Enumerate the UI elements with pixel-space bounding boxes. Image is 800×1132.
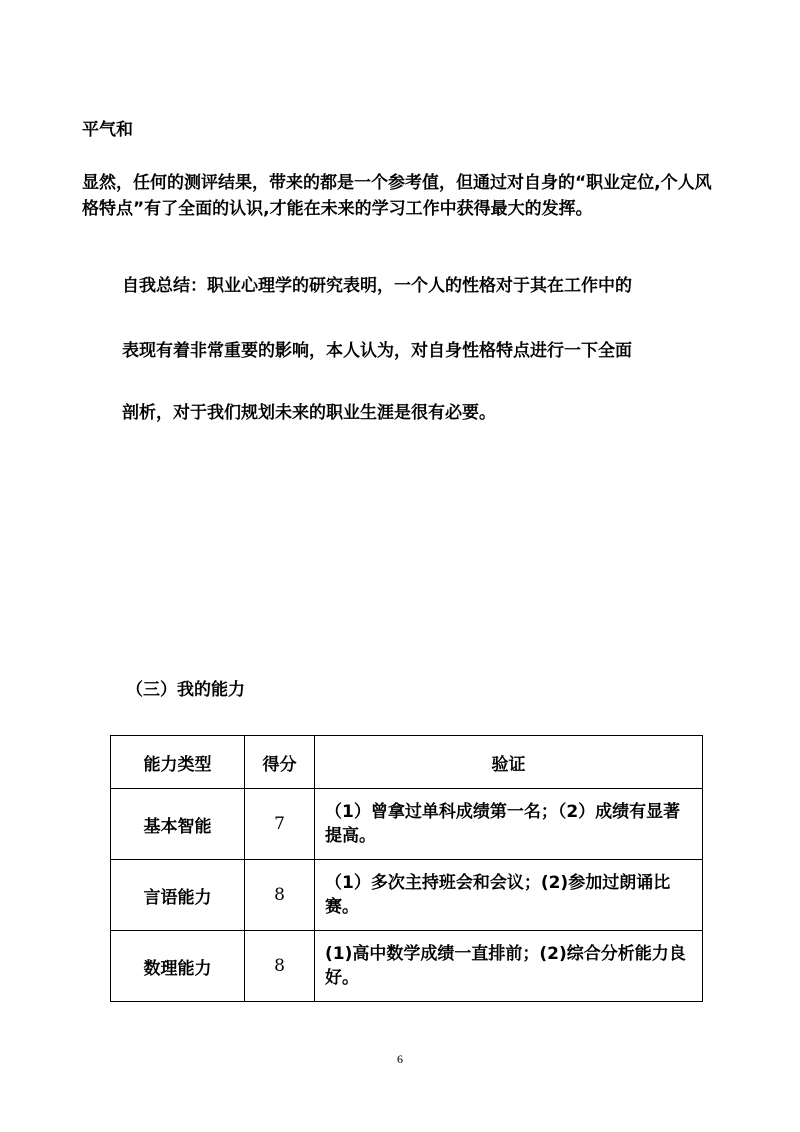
evidence-cell: （1）曾拿过单科成绩第一名；（2）成绩有显著提高。 [315,789,703,860]
ability-table [110,735,703,1002]
section-heading: （三）我的能力 [126,680,245,700]
header-evidence: 验证 [315,736,703,789]
header-ability-type: 能力类型 [111,736,245,789]
ability-type-cell: 基本智能 [111,789,245,860]
table-row [111,860,703,931]
score-cell [245,931,315,1002]
summary-line-2: 表现有着非常重要的影响，本人认为，对自身性格特点进行一下全面 [122,341,632,361]
score-value: 8 [274,885,285,905]
score-cell [245,789,315,860]
ability-type-cell: 言语能力 [111,860,245,931]
header-score: 得分 [245,736,315,789]
evidence-cell: （1）多次主持班会和会议；(2)参加过朗诵比赛。 [315,860,703,931]
ability-type-cell: 数理能力 [111,931,245,1002]
page-number: 6 [397,1052,403,1066]
conclusion-paragraph: 显然，任何的测评结果，带来的都是一个参考值，但通过对自身的“职业定位,个人风格特点”有了全面的认识,才能在未来的学习工作中获得最大的发挥。 [82,173,712,219]
table-row [111,789,703,860]
table-row [111,931,703,1002]
summary-line-1: 自我总结：职业心理学的研究表明，一个人的性格对于其在工作中的 [122,276,632,296]
score-cell [245,860,315,931]
evidence-cell: (1)高中数学成绩一直排前；(2)综合分析能力良好。 [315,931,703,1002]
summary-line-3: 剖析，对于我们规划未来的职业生涯是很有必要。 [122,403,496,423]
score-value: 7 [274,814,285,834]
table-header-row [111,736,703,789]
paragraph-fragment: 平气和 [82,120,133,140]
score-value: 8 [274,956,285,976]
